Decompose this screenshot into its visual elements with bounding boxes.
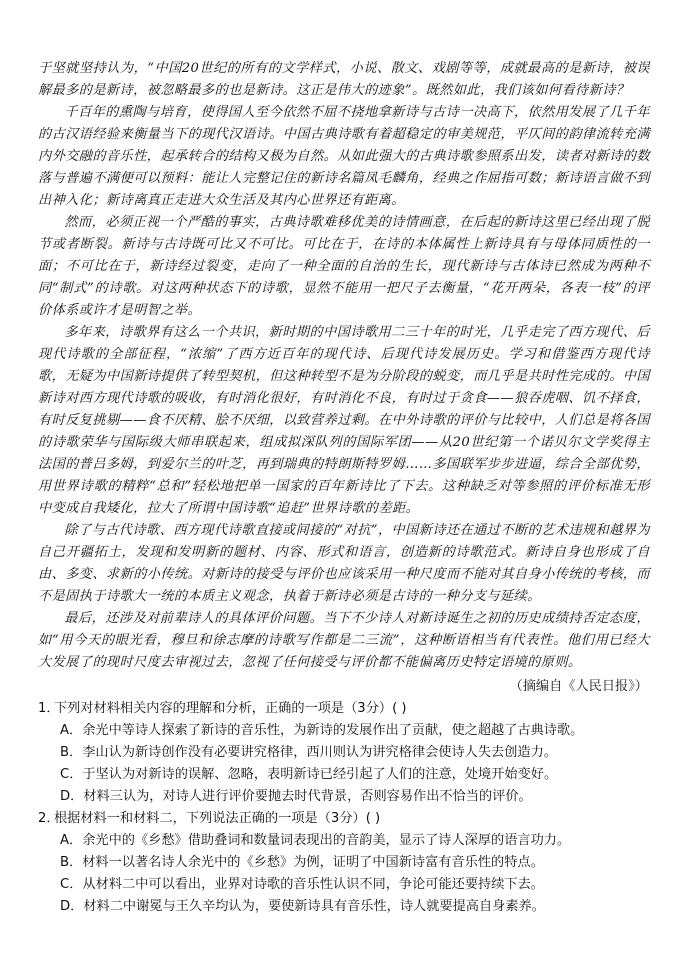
passage-paragraph-5: 除了与古代诗歌、西方现代诗歌直接或间接的“对抗”，中国新诗还在通过不断的艺术违规和越界为自己开疆拓土，发现和发明新的题材、内容、形式和语言，创造新的诗歌范式。新诗自身也形成了自由、多变、求新的小传统。对新诗的接受与评价也应该采用一种尺度而不能对其自身小传统的考核，而不是固执于诗歌大一统的本质主义观念，执着于新诗必须是古诗的一种分支与延续。 [38,523,650,604]
question-1 [38,698,650,808]
passage-paragraph-4: 多年来，诗歌界有这么一个共识，新时期的中国诗歌用二三十年的时光，几乎走完了西方现代、后现代诗歌的全部征程，“浓缩”了西方近百年的现代诗、后现代诗发展历史。学习和借鉴西方现代诗歌，无疑为中国新诗提供了转型契机，但这种转型不是为分阶段的蜕变，而几乎是共时性完成的。中国新诗对西方现代诗歌的吸收，有时消化很好，有时消化不良，有时过于贪食——狼吞虎咽、饥不择食，有时反复挑剔——食不厌精、脍不厌细，以致营养过剩。在中外诗歌的评价与比较中，人们总是将各国的诗歌荣华与国际级大师串联起来，组成拟深队列的国际军团——从20世纪第一个诺贝尔文学奖得主法国的普吕多姆，到爱尔兰的叶芝，再到瑞典的特朗斯特罗姆……多国联军步步进逼，综合全部优势，用世界诗歌的精粹“总和”轻松地把单一国家的百年新诗比了下去。这种缺乏对等参照的评价标准无形中变成自我矮化，拉大了所谓中国诗歌“追赶”世界诗歌的差距。 [38,325,650,516]
passage-paragraph-6: 最后，还涉及对前辈诗人的具体评价问题。当下不少诗人对新诗诞生之初的历史成绩持否定态度，如“用今天的眼光看，穆旦和徐志摩的诗歌写作都是二三流”，这种断语相当有代表性。他们用已经大大发展了的现时尺度去审视过去，忽视了任何接受与评价都不能偏离历史特定语境的原则。 [38,611,650,670]
option-c: C．于坚认为对新诗的误解、忽略，表明新诗已经引起了人们的注意，处境开始变好。 [60,767,558,782]
option-b: B．李山认为新诗创作没有必要讲究格律，西川则认为讲究格律会使诗人失去创造力。 [60,745,557,760]
question-text: 根据材料一和材料二，下列说法正确的一项是（3分）( ) [54,811,381,826]
question-text: 下列对材料相关内容的理解和分析，正确的一项是（3分）( ) [54,701,407,716]
option-d: D．材料三认为，对诗人进行评价要抛去时代背景，否则容易作出不恰当的评价。 [60,789,532,804]
option-b: B．材料一以著名诗人余光中的《乡愁》为例，证明了中国新诗富有音乐性的特点。 [60,855,544,870]
option-c: C．从材料二中可以看出，业界对诗歌的音乐性认识不同，争论可能还要持续下去。 [60,877,544,892]
question-stem [38,808,650,830]
passage-source: （摘编自《人民日报》） [509,679,648,694]
option-a: A．余光中的《乡愁》借助叠词和数量词表现出的音韵美，显示了诗人深厚的语言功力。 [60,833,571,848]
question-number: 1． [38,701,60,716]
passage [38,58,650,698]
passage-paragraph-3: 然而，必须正视一个严酷的事实，古典诗歌难移优美的诗情画意，在后起的新诗这里已经出现了脱节或者断裂。新诗与古诗既可比又不可比。可比在于，在诗的本体属性上新诗具有与母体同质性的一面；不可比在于，新诗经过裂变，走向了一种全面的自治的生长，现代新诗与古体诗已然成为两种不同“制式”的诗歌。对这两种状态下的诗歌，显然不能用一把尺子去衡量，“花开两朵，各表一枝”的评价体系或许才是明智之举。 [38,215,650,318]
question-number: 2． [38,811,60,826]
exam-page [38,58,650,918]
passage-paragraph-1: 于坚就坚持认为，“中国20世纪的所有的文学样式，小说、散文、戏剧等等，成就最高的是新诗，被误解最多的是新诗，被忽略最多的也是新诗。这正是伟大的迹象”。既然如此，我们该如何看待新诗？ [38,61,650,98]
passage-paragraph-2: 千百年的熏陶与培育，使得国人至今依然不屈不挠地拿新诗与古诗一决高下，依然用发展了几千年的古汉语经验来衡量当下的现代汉语诗。中国古典诗歌有着超稳定的审美规范，平仄间的韵律流转充满内外交融的音乐性，起承转合的结构又极为自然。从如此强大的古典诗歌参照系出发，读者对新诗的数落与普遍不满便可以预料：能让人完整记住的新诗名篇凤毛麟角，经典之作屈指可数；新诗语言做不到出神入化；新诗离真正走进大众生活及其内心世界还有距离。 [38,105,650,208]
question-2 [38,808,650,918]
question-stem [38,698,650,720]
option-d: D．材料二中谢冕与王久辛均认为，要使新诗具有音乐性，诗人就要提高自身素养。 [60,899,545,914]
question-list [38,698,650,918]
option-a: A．余光中等诗人探索了新诗的音乐性，为新诗的发展作出了贡献，使之超越了古典诗歌。 [60,723,584,738]
